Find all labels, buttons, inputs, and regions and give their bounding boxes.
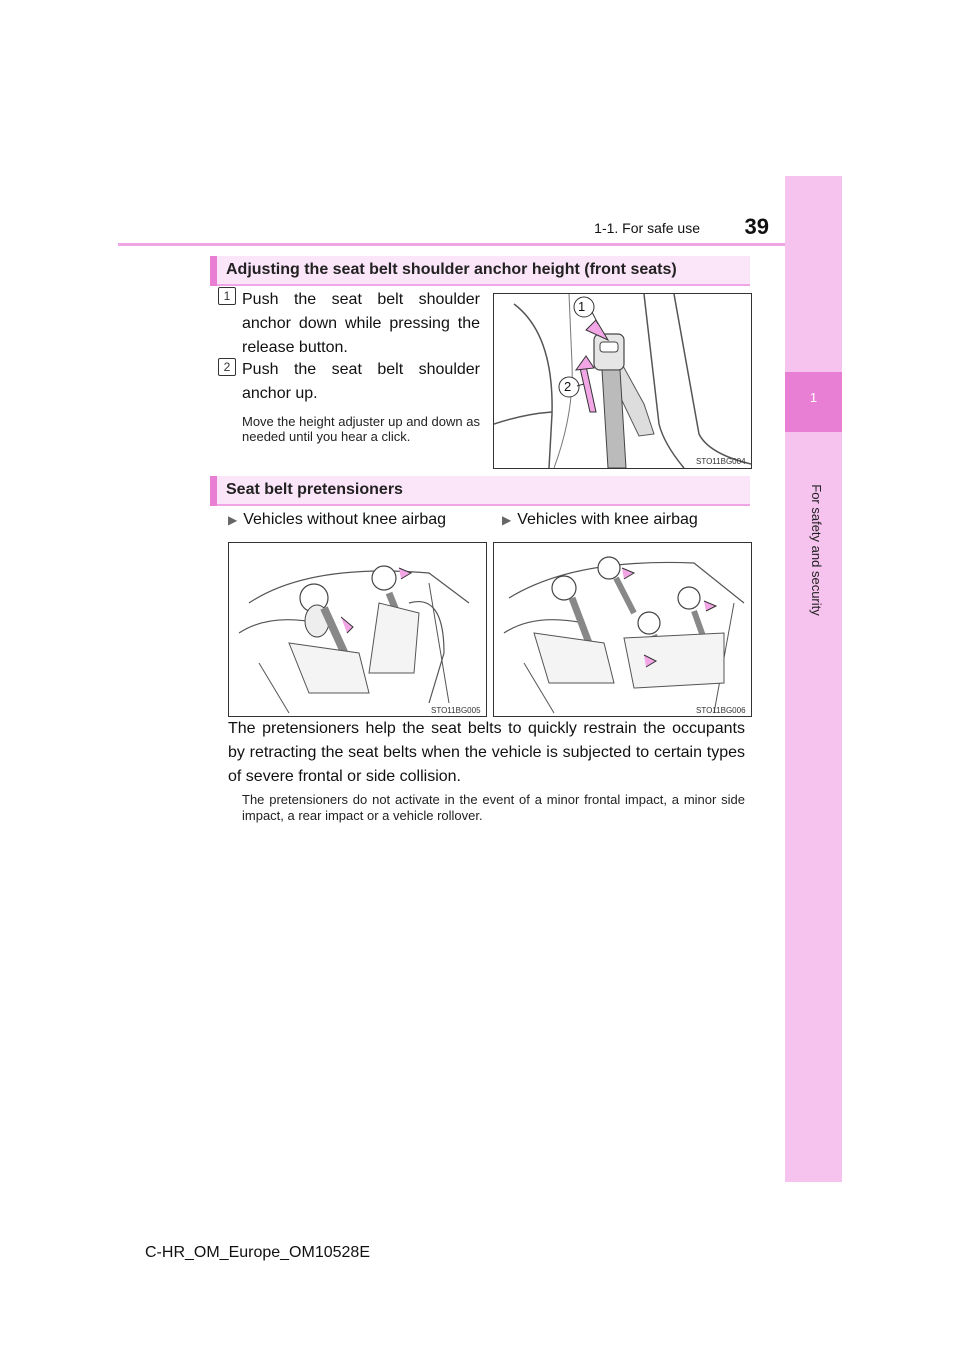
caption-text: Vehicles without knee airbag xyxy=(243,511,447,528)
section-label: 1-1. For safe use xyxy=(594,220,700,236)
figure-caption-with-knee-airbag xyxy=(502,511,698,529)
step-text-1: Push the seat belt shoulder anchor down while pressing the release button. xyxy=(242,291,480,356)
figure-caption-without-knee-airbag xyxy=(228,511,446,529)
triangle-bullet-icon: ▶ xyxy=(228,513,238,527)
figure-code: STO11BG006 xyxy=(696,706,746,715)
chapter-title: For safety and security xyxy=(809,484,824,616)
figure-without-knee-airbag xyxy=(228,542,487,717)
triangle-bullet-icon: ▶ xyxy=(502,513,512,527)
chapter-number: 1 xyxy=(809,390,818,405)
pretensioner-description: The pretensioners help the seat belts to quickly restrain the occupants by retracting the seat belts when the vehicle is subjected to certain types of severe frontal or side collision. xyxy=(228,720,745,785)
figure-callout-2: 2 xyxy=(564,379,572,394)
section-heading-shoulder-anchor xyxy=(210,256,750,286)
figure-code: STO11BG004 xyxy=(696,457,746,466)
section-accent xyxy=(210,256,217,286)
figure-code: STO11BG005 xyxy=(431,706,481,715)
step-number-2: 2 xyxy=(218,358,236,376)
step-text-2: Push the seat belt shoulder anchor up. xyxy=(242,361,480,402)
figure-callout-1: 1 xyxy=(578,299,586,314)
section-title: Seat belt pretensioners xyxy=(226,481,403,498)
pretensioner-note: The pretensioners do not activate in the event of a minor frontal impact, a minor side impact, a rear impact or a vehicle rollover. xyxy=(242,792,745,823)
figure-with-knee-airbag xyxy=(493,542,752,717)
chapter-side-tab xyxy=(785,176,842,1182)
cabin-illustration-with-knee-airbag xyxy=(494,543,751,716)
cabin-illustration-without-knee-airbag xyxy=(229,543,486,716)
caption-text: Vehicles with knee airbag xyxy=(517,511,698,528)
step-number-1: 1 xyxy=(218,287,236,305)
document-id: C-HR_OM_Europe_OM10528E xyxy=(145,1244,370,1261)
step-note: Move the height adjuster up and down as needed until you hear a click. xyxy=(242,414,480,444)
section-accent xyxy=(210,476,217,506)
section-title: Adjusting the seat belt shoulder anchor height (front seats) xyxy=(226,261,677,278)
section-heading-pretensioners xyxy=(210,476,750,506)
shoulder-anchor-illustration xyxy=(494,294,751,468)
page-number: 39 xyxy=(744,214,769,239)
header-rule xyxy=(118,243,785,246)
figure-shoulder-anchor xyxy=(493,293,752,469)
